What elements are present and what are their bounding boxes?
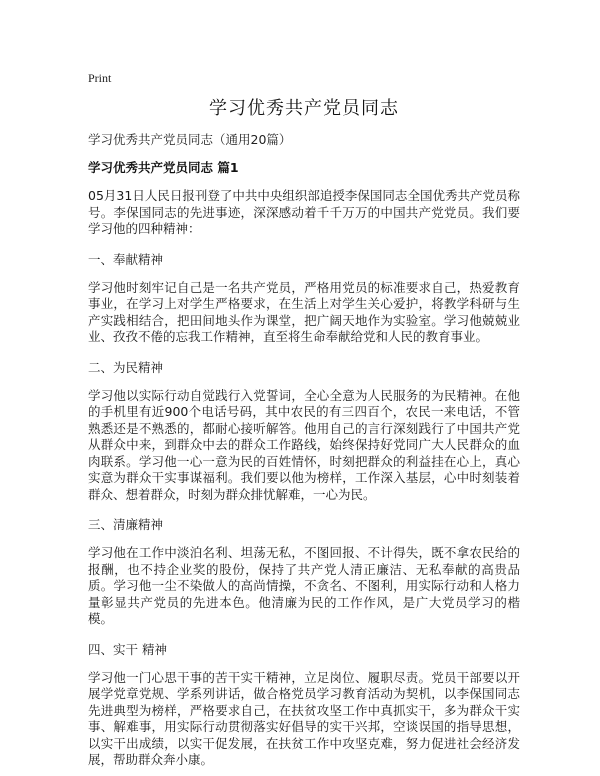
part-body-integrity: 学习他在工作中淡泊名利、坦荡无私，不图回报、不计得失，既不拿农民给的报酬，也不持企业奖的股份，保持了共产党人清正廉洁、无私奉献的高贵品质。学习他一尘不染做人的高尚情操，不贪名、不图利，用实际行动和人格力量彰显共产党员的先进本色。他清廉为民的工作作风，是广大党员学习的楷模。 — [88, 545, 520, 626]
part-body-people: 学习他以实际行动自觉践行入党誓词，全心全意为人民服务的为民精神。在他的手机里有近900个电话号码，其中农民的有三四百个，农民一来电话，不管熟悉还是不熟悉的，都耐心接听解答。他用自己的言行深刻践行了中国共产党从群众中来，到群众中去的群众工作路线，始终保持好党同广大人民群众的血肉联系。学习他一心一意为民的百姓情怀，时刻把群众的利益挂在心上，真心实意为群众干实事谋福利。我们要以他为榜样，工作深入基层，心中时刻装着群众、想着群众，时刻为群众排忧解难，一心为民。 — [88, 387, 520, 502]
part-body-dedication: 学习他时刻牢记自己是一名共产党员，严格用党员的标准要求自己，热爱教育事业，在学习上对学生严格要求，在生活上对学生关心爱护，将教学科研与生产实践相结合，把田间地头作为课堂，把广阔天地作为实验室。学习他兢兢业业、孜孜不倦的忘我工作精神，直至将生命奉献给党和人民的教育事业。 — [88, 279, 520, 344]
part-heading-people: 二、为民精神 — [88, 359, 164, 375]
intro-paragraph: 05月31日人民日报刊登了中共中央组织部追授李保国同志全国优秀共产党员称号。李保国同志的先进事迹，深深感动着千千万万的中国共产党党员。我们要学习他的四种精神： — [88, 188, 520, 236]
document-subtitle: 学习优秀共产党员同志（通用20篇） — [88, 132, 292, 147]
section-title: 学习优秀共产党员同志 篇1 — [88, 160, 239, 175]
part-heading-hardwork: 四、实干 精神 — [88, 641, 167, 657]
part-heading-dedication: 一、奉献精神 — [88, 251, 164, 267]
document-title: 学习优秀共产党员同志 — [209, 98, 399, 119]
part-heading-integrity: 三、清廉精神 — [88, 517, 164, 532]
part-body-hardwork: 学习他一门心思干事的苦干实干精神，立足岗位、履职尽责。党员干部要以开展学党章党规、学系列讲话，做合格党员学习教育活动为契机，以李保国同志先进典型为榜样，严格要求自己，在扶贫攻坚工作中真抓实干，多为群众干实事、解难事，用实际行动贯彻落实好倡导的实干兴邦，空谈误国的指导思想，以实干出成绩，以实干促发展，在扶贫工作中攻坚克难，努力促进社会经济发展，帮助群众奔小康。 — [88, 669, 520, 767]
print-label: Print — [88, 71, 112, 85]
document-page — [88, 70, 520, 769]
